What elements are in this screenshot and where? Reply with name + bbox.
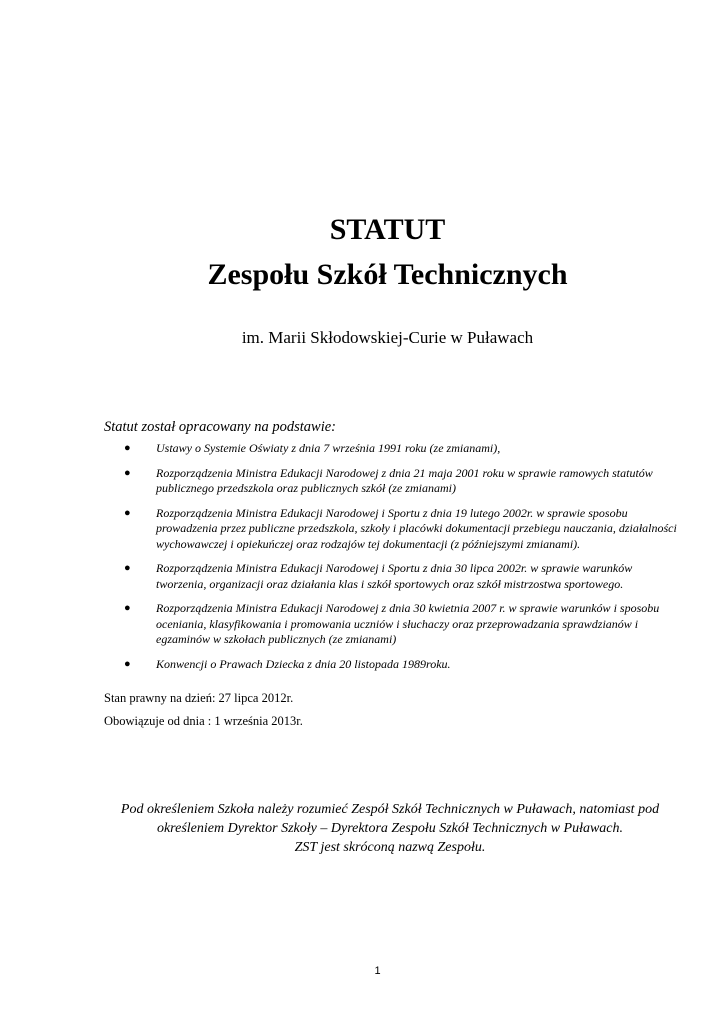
legal-state-date: Stan prawny na dzień: 27 lipca 2012r.: [104, 691, 294, 705]
basis-list: [0, 441, 725, 681]
list-item: [0, 441, 725, 457]
page-number: 1: [374, 965, 381, 977]
basis-item-text: Rozporządzenia Ministra Edukacji Narodowej z dnia 30 kwietnia 2007 r. w sprawie warunków i sposobu oceniania, klasyfikowania i promowania uczniów i słuchaczy oraz przeprowadzania sprawdzianów i egzaminów w szkołach publicznych (ze zmianami): [156, 601, 660, 646]
definitions-text: Pod określeniem Szkoła należy rozumieć Zespół Szkół Technicznych w Puławach, natomiast pod określeniem Dyrektor Szkoły – Dyrektora Zespołu Szkół Technicznych w Puławach.: [120, 802, 660, 836]
document-subtitle: Zespołu Szkół Technicznych: [207, 258, 568, 291]
document-title: STATUT: [329, 213, 446, 246]
basis-item-text: Rozporządzenia Ministra Edukacji Narodowej i Sportu z dnia 30 lipca 2002r. w sprawie warunków tworzenia, organizacji oraz działania klas i szkół sportowych oraz szkół mistrzostwa sportowego.: [156, 561, 633, 591]
bullet-icon: ●: [124, 466, 131, 479]
basis-item-text: Ustawy o Systemie Oświaty z dnia 7 września 1991 roku (ze zmianami),: [156, 441, 501, 455]
bullet-icon: ●: [124, 562, 131, 574]
basis-item-text: Rozporządzenia Ministra Edukacji Narodowej z dnia 21 maja 2001 roku w sprawie ramowych statutów publicznego przedszkola oraz publicznych szkół (ze zmianami): [156, 465, 653, 495]
basis-item-text: Rozporządzenia Ministra Edukacji Narodowej i Sportu z dnia 19 lutego 2002r. w sprawie sposobu prowadzenia przez publiczne przedszkola, szkoły i placówki dokumentacji przebiegu nauczania, działalności wychowawczej i opiekuńczej oraz rodzajów tej dokumentacji (z późniejszymi zmianami).: [156, 505, 677, 551]
definitions-note: [90, 800, 690, 857]
abbreviation-text: ZST jest skróconą nazwą Zespołu.: [294, 840, 486, 855]
school-patron: im. Marii Skłodowskiej-Curie w Puławach: [241, 328, 534, 347]
list-item: [0, 657, 725, 673]
bullet-icon: ●: [124, 602, 131, 614]
list-item: [0, 561, 725, 592]
bullet-icon: ●: [124, 506, 131, 519]
effective-date: Obowiązuje od dnia : 1 września 2013r.: [104, 714, 303, 728]
basis-item-text: Konwencji o Prawach Dziecka z dnia 20 listopada 1989roku.: [156, 656, 451, 671]
list-item: [0, 601, 725, 648]
bullet-icon: ●: [124, 442, 131, 454]
list-item: [0, 466, 725, 497]
bullet-icon: ●: [124, 657, 131, 670]
basis-heading: Statut został opracowany na podstawie:: [104, 419, 336, 435]
list-item: [0, 506, 725, 553]
